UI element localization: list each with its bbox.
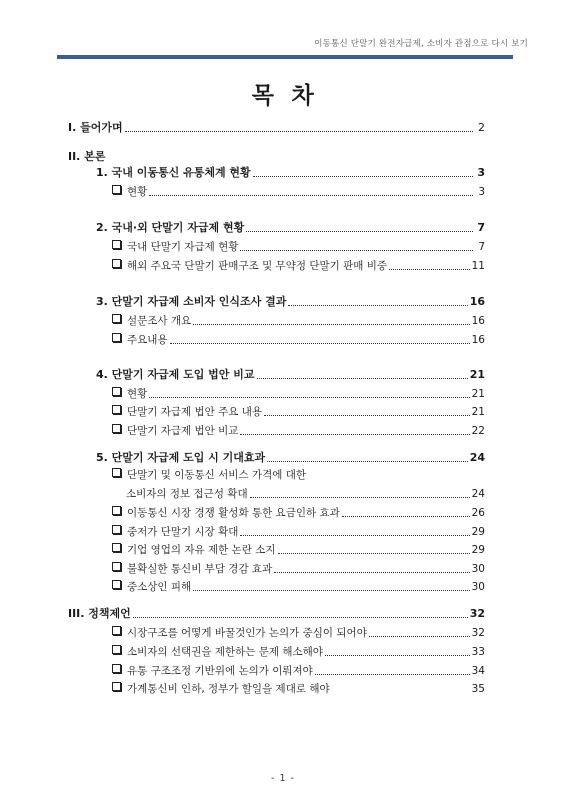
checkbox-square-icon: [112, 506, 121, 515]
header-rule: [57, 55, 513, 59]
toc-entry-section-4-2[interactable]: 단말기 자급제 법안 주요 내용 21: [112, 405, 485, 419]
toc-entry-section-5-5[interactable]: 불확실한 통신비 부담 경감 효과 30: [112, 562, 485, 576]
checkbox-square-icon: [112, 259, 121, 268]
toc-entry-intro[interactable]: I. 들어가며 2: [68, 121, 485, 134]
toc-entry-section-3[interactable]: 3. 단말기 자급제 소비자 인식조사 결과 16: [96, 295, 485, 308]
toc-entry-part3-3[interactable]: 유통 구조조정 기반위에 논의가 이뤄져야 34: [112, 664, 485, 678]
checkbox-square-icon: [112, 387, 121, 396]
checkbox-square-icon: [112, 562, 121, 571]
toc-entry-section-5-3[interactable]: 중저가 단말기 시장 확대 29: [112, 525, 485, 539]
page-number: - 1 -: [271, 773, 295, 784]
checkbox-square-icon: [112, 682, 121, 691]
toc-entry-section-2[interactable]: 2. 국내·외 단말기 자급제 현황 7: [96, 221, 485, 234]
toc-entry-section-5[interactable]: 5. 단말기 자급제 도입 시 기대효과 24: [96, 451, 485, 464]
checkbox-square-icon: [112, 424, 121, 433]
toc-entry-part3-1[interactable]: 시장구조를 어떻게 바꿀것인가 논의가 중심이 되어야 32: [112, 626, 485, 640]
checkbox-square-icon: [112, 525, 121, 534]
checkbox-square-icon: [112, 240, 121, 249]
checkbox-square-icon: [112, 333, 121, 342]
toc-entry-section-4[interactable]: 4. 단말기 자급제 도입 법안 비교 21: [96, 368, 485, 381]
checkbox-square-icon: [112, 580, 121, 589]
checkbox-square-icon: [112, 314, 121, 323]
checkbox-square-icon: [112, 626, 121, 635]
toc-entry-part3-4[interactable]: 가계통신비 인하, 정부가 할일을 제대로 해야 35: [112, 682, 485, 696]
toc-entry-section-1-1[interactable]: 현황 3: [112, 185, 485, 199]
running-header: 이동통신 단말기 완전자급제, 소비자 관점으로 다시 보기: [314, 39, 528, 49]
toc-entry-section-2-1[interactable]: 국내 단말기 자급제 현황 7: [112, 240, 485, 254]
toc-entry-section-5-1-line1[interactable]: 단말기 및 이동통신 서비스 가격에 대한: [112, 468, 306, 482]
toc-entry-section-3-1[interactable]: 설문조사 개요 16: [112, 314, 485, 328]
toc-entry-section-2-2[interactable]: 해외 주요국 단말기 판매구조 및 무약정 단말기 판매 비중 11: [112, 259, 485, 273]
toc-entry-section-3-2[interactable]: 주요내용 16: [112, 333, 485, 347]
toc-entry-part3-2[interactable]: 소비자의 선택권을 제한하는 문제 해소해야 33: [112, 645, 485, 659]
checkbox-square-icon: [112, 664, 121, 673]
toc-entry-section-5-4[interactable]: 기업 영업의 자유 제한 논란 소지 29: [112, 543, 485, 557]
toc-entry-part2[interactable]: II. 본론: [68, 150, 106, 163]
toc-entry-section-5-1[interactable]: 소비자의 정보 접근성 확대 24: [126, 488, 485, 500]
checkbox-square-icon: [112, 468, 121, 477]
checkbox-square-icon: [112, 185, 121, 194]
checkbox-square-icon: [112, 405, 121, 414]
checkbox-square-icon: [112, 543, 121, 552]
toc-entry-part3[interactable]: III. 정책제언 32: [68, 607, 485, 620]
toc-entry-section-5-2[interactable]: 이동통신 시장 경쟁 활성화 통한 요금인하 효과 26: [112, 506, 485, 520]
toc-entry-section-5-6[interactable]: 중소상인 피해 30: [112, 580, 485, 594]
checkbox-square-icon: [112, 645, 121, 654]
toc-entry-section-4-3[interactable]: 단말기 자급제 법안 비교 22: [112, 424, 485, 438]
toc-entry-section-4-1[interactable]: 현황 21: [112, 387, 485, 401]
page-title: 목 차: [251, 83, 315, 109]
toc-entry-section-1[interactable]: 1. 국내 이동통신 유통체계 현황 3: [96, 166, 485, 179]
